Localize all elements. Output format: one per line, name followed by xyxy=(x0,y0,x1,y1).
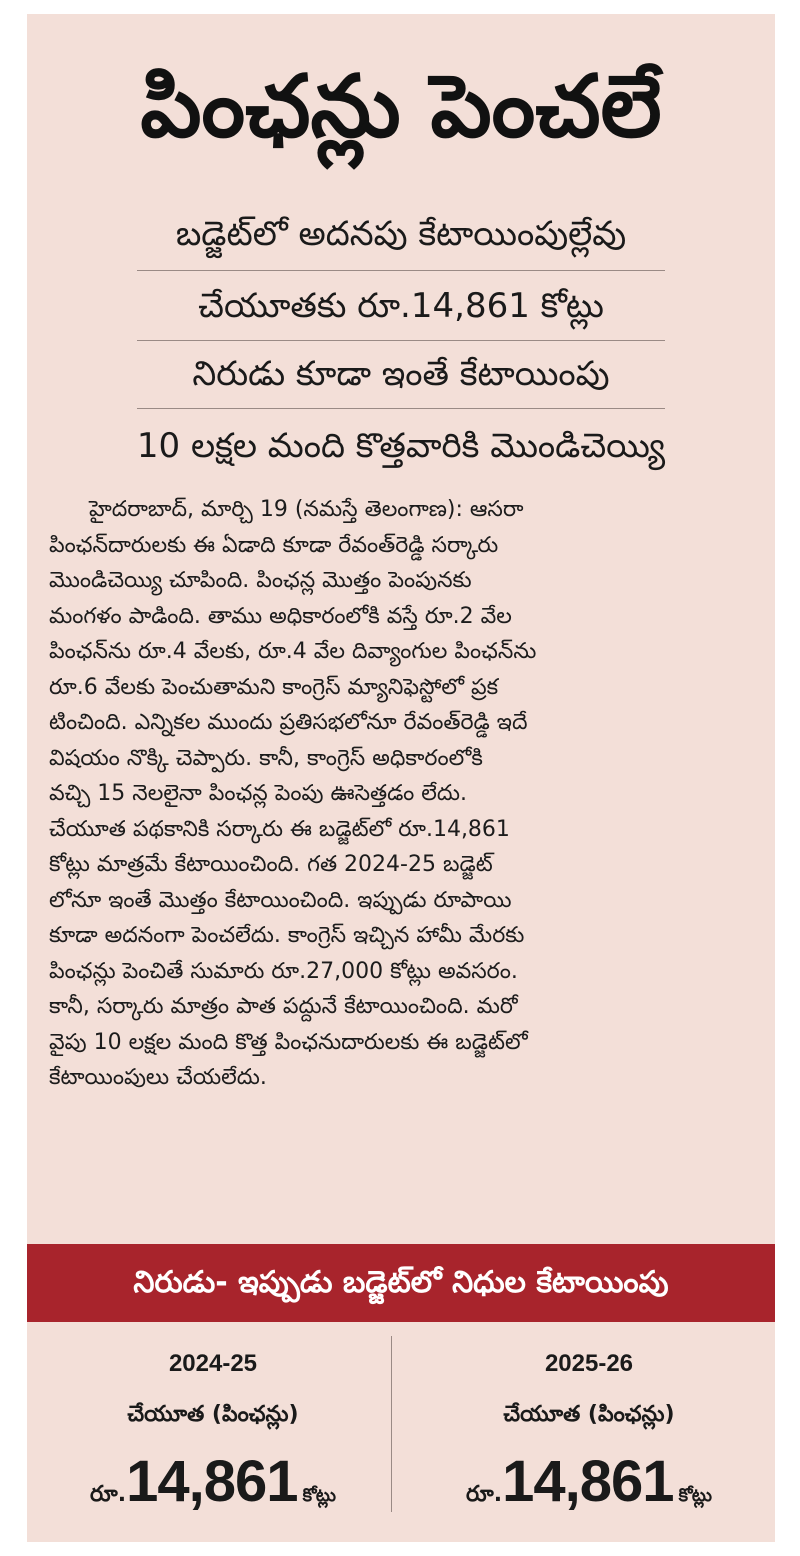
infobox-year: 2024-25 xyxy=(168,1350,258,1377)
infobox-column-2025-26 xyxy=(403,1344,775,1534)
subhead-divider-2 xyxy=(137,340,665,341)
body-line: కానీ, సర్కారు మాత్రం పాత పద్దునే కేటాయించింది. మరో xyxy=(49,994,518,1019)
infobox-amount: 14,861 xyxy=(502,1449,674,1514)
infobox-unit: కోట్లు xyxy=(678,1485,713,1506)
subhead-4: 10 లక్షల మంది కొత్తవారికి మొండిచెయ్యి xyxy=(136,426,666,466)
newspaper-clipping xyxy=(27,14,775,1542)
body-line: మొండిచెయ్యి చూపింది. పింఛన్ల మొత్తం పెంపునకు xyxy=(49,568,472,593)
infobox-unit: కోట్లు xyxy=(302,1485,337,1506)
body-line: లోనూ ఇంతే మొత్తం కేటాయించింది. ఇప్పుడు రూపాయి xyxy=(49,887,512,913)
infobox-label: చేయూత (పింఛన్లు) xyxy=(127,1402,299,1427)
body-line: కూడా అదనంగా పెంచలేదు. కాంగ్రెస్ ఇచ్చిన హామీ మేరకు xyxy=(49,923,525,948)
body-line: రూ.6 వేలకు పెంచుతామని కాంగ్రెస్ మ్యానిఫెస్టోలో ప్రక xyxy=(49,674,499,700)
infobox-amount-row xyxy=(403,1442,775,1522)
body-line: మంగళం పాడింది. తాము అధికారంలోకి వస్తే రూ.2 వేల xyxy=(49,603,512,629)
infobox-year: 2025-26 xyxy=(544,1350,634,1377)
body-line: వైపు 10 లక్షల మంది కొత్త పింఛనుదారులకు ఈ బడ్జెట్‌లో xyxy=(49,1029,528,1055)
body-line: కేటాయింపులు చేయలేదు. xyxy=(49,1065,267,1090)
body-line: టించింది. ఎన్నికల ముందు ప్రతిసభలోనూ రేవంత్‌రెడ్డి ఇదే xyxy=(49,710,528,735)
body-line: కోట్లు మాత్రమే కేటాయించింది. గత 2024-25 బడ్జెట్ xyxy=(49,852,493,877)
headline: పింఛన్లు పెంచలే xyxy=(140,57,662,157)
infobox-column-2024-25 xyxy=(27,1344,399,1534)
body-line: విషయం నొక్కి చెప్పారు. కానీ, కాంగ్రెస్ అధికారంలోకి xyxy=(49,745,483,771)
subhead-1: బడ్జెట్‌లో అదనపు కేటాయింపుల్లేవు xyxy=(175,214,627,254)
infobox-currency: రూ. xyxy=(465,1482,503,1507)
article-body xyxy=(49,492,759,1096)
body-line: హైదరాబాద్, మార్చి 19 (నమస్తే తెలంగాణ): ఆసరా xyxy=(89,497,524,522)
subhead-divider-3 xyxy=(137,408,665,409)
body-line: పింఛన్‌దారులకు ఈ ఏడాది కూడా రేవంత్‌రెడ్డి సర్కారు xyxy=(49,532,499,558)
subhead-2: చేయూతకు రూ.14,861 కోట్లు xyxy=(198,286,604,326)
body-line: వచ్చి 15 నెలలైనా పింఛన్ల పెంపు ఊసెత్తడం లేదు. xyxy=(49,781,467,806)
infobox-amount-row xyxy=(27,1442,399,1522)
body-line: పింఛన్‌ను రూ.4 వేలకు, రూ.4 వేల దివ్యాంగుల పింఛన్‌ను xyxy=(49,639,537,664)
infobox-banner: నిరుడు- ఇప్పుడు బడ్జెట్‌లో నిధుల కేటాయింపు xyxy=(27,1244,775,1322)
subhead-divider-1 xyxy=(137,270,665,271)
infobox-label: చేయూత (పింఛన్లు) xyxy=(503,1402,675,1427)
body-line: పింఛన్లు పెంచితే సుమారు రూ.27,000 కోట్లు అవసరం. xyxy=(49,958,518,984)
subhead-3: నిరుడు కూడా ఇంతే కేటాయింపు xyxy=(192,354,610,394)
infobox-currency: రూ. xyxy=(89,1482,127,1507)
body-line: చేయూత పథకానికి సర్కారు ఈ బడ్జెట్‌లో రూ.14,861 xyxy=(49,816,510,842)
infobox-amount: 14,861 xyxy=(126,1449,298,1514)
